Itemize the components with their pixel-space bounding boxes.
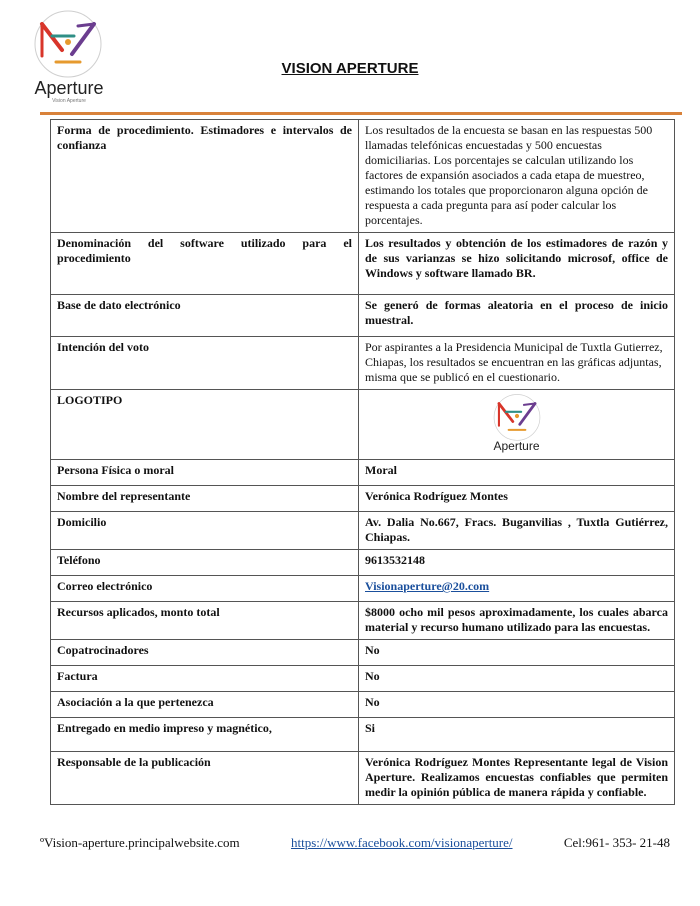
row-value: Se generó de formas aleatoria en el proceso de inicio muestral. — [359, 295, 675, 337]
row-label: Teléfono — [51, 550, 359, 576]
page-footer — [40, 835, 670, 851]
table-row — [51, 666, 675, 692]
table-row — [51, 390, 675, 460]
information-table — [50, 119, 675, 805]
row-label: Asociación a la que pertenezca — [51, 692, 359, 718]
aperture-logo — [487, 391, 547, 457]
row-value: 9613532148 — [359, 550, 675, 576]
row-label: Persona Física o moral — [51, 460, 359, 486]
table-row — [51, 486, 675, 512]
row-value: Verónica Rodríguez Montes Representante legal de Vision Aperture. Realizamos encuestas confiables que permiten medir la opinión pública de manera rápida y confiable. — [359, 752, 675, 805]
row-label: Copatrocinadores — [51, 640, 359, 666]
logo-wordmark: Aperture — [34, 78, 104, 98]
row-value: Los resultados y obtención de los estimadores de razón y de sus varianzas se hizo solicitando microsof, office de Windows y software llamado BR. — [359, 233, 675, 295]
row-label: Domicilio — [51, 512, 359, 550]
row-label: Base de dato electrónico — [51, 295, 359, 337]
row-label: Entregado en medio impreso y magnético, — [51, 718, 359, 752]
email-cell — [359, 576, 675, 602]
row-value: Los resultados de la encuesta se basan en las respuestas 500 llamadas telefónicas encuestadas y 500 encuestas domiciliarias. Los porcentajes se calculan utilizando los factores de expansión asociados a cada etapa de muestreo, estimando los totales que proporcionaron alguna opción de respuesta a cada pregunta para así poder calcular los porcentajes. — [359, 120, 675, 233]
aperture-logo-icon — [487, 391, 547, 441]
table-row — [51, 337, 675, 390]
header-logo — [28, 6, 108, 102]
table-row — [51, 576, 675, 602]
table-row — [51, 640, 675, 666]
page-title: VISION APERTURE — [281, 60, 419, 77]
row-label: Denominación del software utilizado para el procedimiento — [51, 233, 359, 295]
table-row — [51, 512, 675, 550]
row-value: Moral — [359, 460, 675, 486]
row-label: Correo electrónico — [51, 576, 359, 602]
row-label: Nombre del representante — [51, 486, 359, 512]
row-value: No — [359, 692, 675, 718]
row-label: Forma de procedimiento. Estimadores e intervalos de confianza — [51, 120, 359, 233]
table-row — [51, 718, 675, 752]
footer-website: ºVision-aperture.principalwebsite.com — [40, 835, 240, 850]
logo-cell — [359, 390, 675, 460]
email-link[interactable]: Visionaperture@20.com — [365, 579, 490, 593]
table-row — [51, 602, 675, 640]
table-row — [51, 233, 675, 295]
table-row — [51, 752, 675, 805]
row-value: Av. Dalia No.667, Fracs. Buganvilias , Tuxtla Gutiérrez, Chiapas. — [359, 512, 675, 550]
row-value: Si — [359, 718, 675, 752]
header-divider — [40, 112, 682, 115]
row-value: Verónica Rodríguez Montes — [359, 486, 675, 512]
table-row — [51, 295, 675, 337]
logo-subtext: Vision Aperture — [52, 98, 86, 104]
row-value: No — [359, 640, 675, 666]
row-label: Factura — [51, 666, 359, 692]
table-row — [51, 460, 675, 486]
table-row — [51, 550, 675, 576]
row-value: No — [359, 666, 675, 692]
table-row — [51, 120, 675, 233]
row-value: Por aspirantes a la Presidencia Municipal de Tuxtla Gutierrez, Chiapas, los resultados se encuentran en las gráficas adjuntas, misma que se publicó en el cuestionario. — [359, 337, 675, 390]
logo-wordmark: Aperture — [493, 439, 540, 453]
table-row — [51, 692, 675, 718]
footer-phone: Cel:961- 353- 21-48 — [563, 835, 670, 850]
footer-facebook-link[interactable]: https://www.facebook.com/visionaperture/ — [290, 835, 513, 850]
row-label: Intención del voto — [51, 337, 359, 390]
row-label: Responsable de la publicación — [51, 752, 359, 805]
row-value: $8000 ocho mil pesos aproximadamente, los cuales abarca material y recurso humano utilizado para las encuestas. — [359, 602, 675, 640]
row-label: LOGOTIPO — [51, 390, 359, 460]
row-label: Recursos aplicados, monto total — [51, 602, 359, 640]
